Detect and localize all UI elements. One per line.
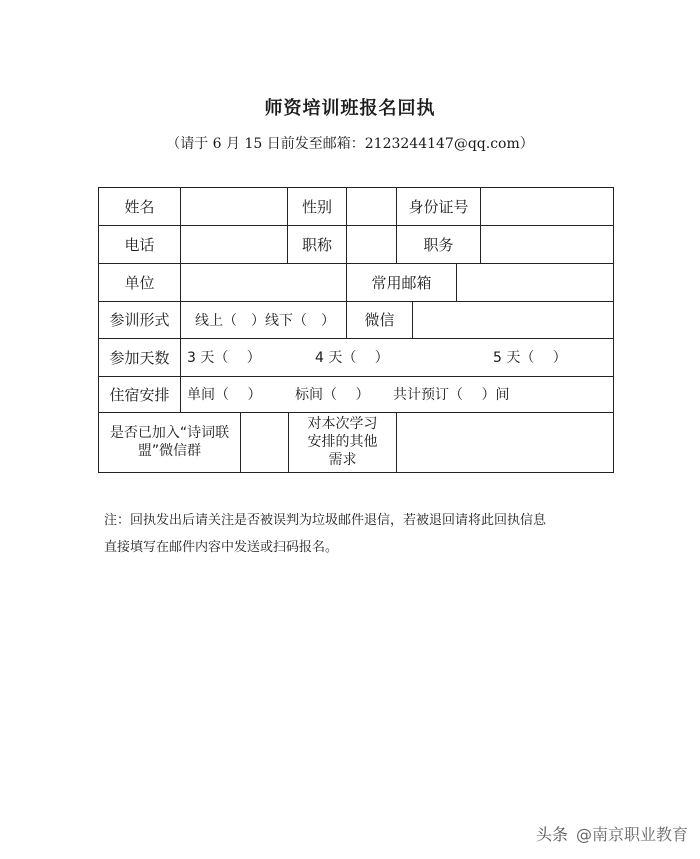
- wechat-label: 微信: [347, 301, 413, 338]
- id-number-field[interactable]: [481, 188, 613, 225]
- form-title: 师资培训班报名回执: [264, 98, 436, 119]
- lodging-label: 住宿安排: [99, 376, 181, 412]
- lodging-options: [181, 376, 613, 412]
- form-row-training-mode: [99, 301, 613, 339]
- form-subtitle: （请于 6 月 15 日前发至邮箱：2123244147@qq.com）: [166, 136, 534, 152]
- id-number-label: 身份证号: [397, 188, 481, 225]
- note-line-2: 直接填写在邮件内容中发送或扫码报名。: [104, 540, 339, 555]
- note-line-1: 注：回执发出后请关注是否被误判为垃圾邮件退信，若被退回请将此回执信息: [104, 513, 547, 528]
- gender-field[interactable]: [347, 188, 397, 225]
- name-label: 姓名: [99, 188, 181, 225]
- wechat-group-field[interactable]: [241, 412, 289, 472]
- form-row-lodging: [99, 376, 613, 413]
- watermark-logo-text: 头条: [535, 825, 568, 844]
- form-row-extra: [99, 412, 613, 472]
- form-row-days: [99, 338, 613, 377]
- position-field[interactable]: [481, 225, 613, 263]
- other-needs-field[interactable]: [397, 412, 613, 472]
- days-option-5[interactable]: 5 天（ ）: [493, 350, 567, 366]
- email-field[interactable]: [457, 263, 613, 301]
- watermark: [536, 822, 688, 845]
- name-field[interactable]: [181, 188, 288, 225]
- unit-label: 单位: [99, 263, 181, 301]
- total-rooms-option[interactable]: 共计预订（ ）间: [393, 387, 510, 403]
- unit-field[interactable]: [181, 263, 347, 301]
- days-option-4[interactable]: 4 天（ ）: [315, 350, 389, 366]
- registration-form-table: [98, 187, 614, 473]
- job-title-label: 职称: [288, 225, 347, 263]
- training-mode-label: 参训形式: [99, 301, 181, 338]
- training-mode-options[interactable]: 线上（ ）线下（ ）: [181, 301, 347, 338]
- watermark-account: @南京职业教育: [575, 825, 688, 844]
- days-options: [181, 338, 613, 376]
- note-text: [104, 507, 604, 561]
- standard-room-option[interactable]: 标间（ ）: [295, 387, 370, 403]
- form-row-name: [99, 188, 613, 226]
- position-label: 职务: [397, 225, 481, 263]
- gender-label: 性别: [288, 188, 347, 225]
- phone-field[interactable]: [181, 225, 288, 263]
- other-needs-label: 对本次学习安排的其他需求: [289, 412, 397, 472]
- form-row-unit: [99, 263, 613, 302]
- single-room-option[interactable]: 单间（ ）: [187, 387, 262, 403]
- email-label: 常用邮箱: [347, 263, 457, 301]
- form-row-phone: [99, 225, 613, 264]
- wechat-field[interactable]: [413, 301, 613, 338]
- wechat-group-label: 是否已加入“诗词联盟”微信群: [99, 412, 241, 472]
- phone-label: 电话: [99, 225, 181, 263]
- job-title-field[interactable]: [347, 225, 397, 263]
- days-label: 参加天数: [99, 338, 181, 376]
- days-option-3[interactable]: 3 天（ ）: [187, 350, 261, 366]
